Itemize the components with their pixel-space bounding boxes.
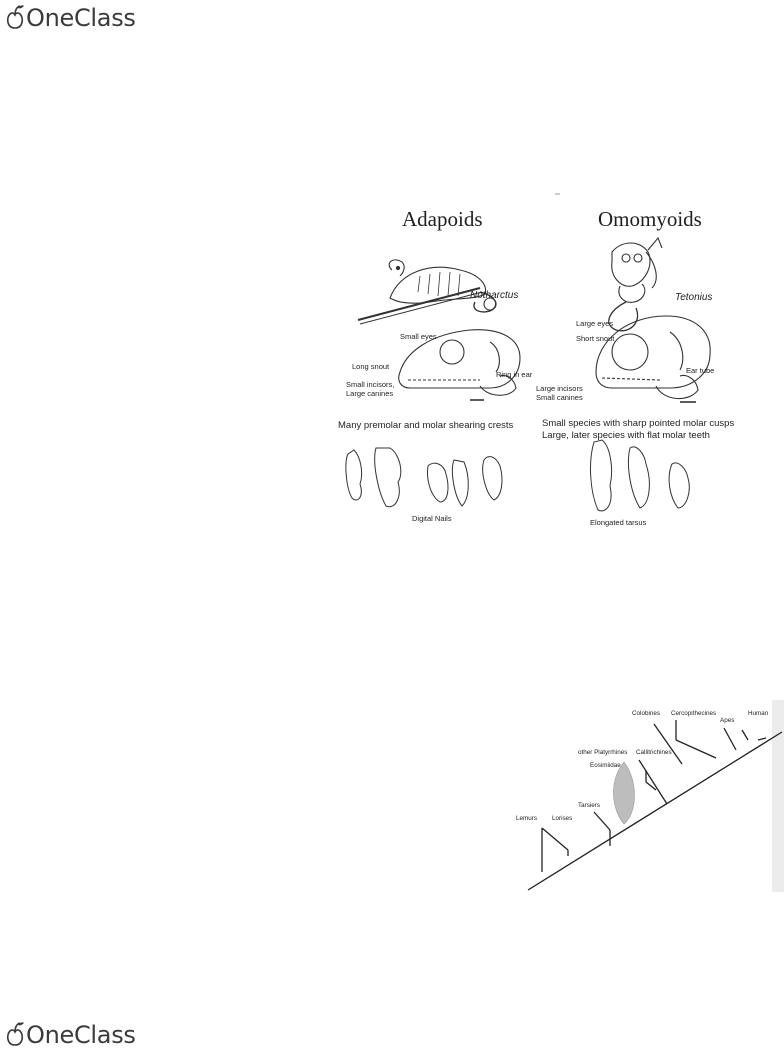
omomyoid-skull-label: Large eyes bbox=[576, 319, 614, 328]
tetonius-label: Tetonius bbox=[675, 292, 713, 303]
adapoid-bones-drawing bbox=[346, 448, 502, 507]
elongated-tarsus-caption: Elongated tarsus bbox=[590, 518, 647, 527]
adapoids-omomyoids-figure bbox=[330, 192, 768, 544]
omomyoid-teeth-caption: Large, later species with flat molar teeth bbox=[542, 430, 710, 441]
taxon-label: Human bbox=[748, 710, 769, 717]
adapoid-skull-label: Large canines bbox=[346, 389, 394, 398]
logo-text: OneClass bbox=[26, 1021, 136, 1049]
primate-phylogeny-figure bbox=[496, 700, 784, 892]
adapoid-skull-label: Small eyes bbox=[400, 332, 437, 341]
omomyoid-skull-label: Ear tube bbox=[686, 366, 715, 375]
taxon-label: Colobines bbox=[632, 710, 661, 717]
omomyoid-skull-label: Small canines bbox=[536, 393, 583, 402]
oneclass-logo[interactable] bbox=[4, 4, 136, 30]
logo-text: OneClass bbox=[26, 4, 136, 32]
omomyoid-skull-label: Large incisors bbox=[536, 384, 583, 393]
leaf-icon bbox=[4, 1021, 26, 1047]
leaf-icon bbox=[4, 4, 26, 30]
digital-nails-caption: Digital Nails bbox=[412, 514, 452, 523]
taxon-label: Tarsiers bbox=[578, 802, 601, 809]
omomyoid-skull-label: Short snout bbox=[576, 334, 615, 343]
taxon-label: Lemurs bbox=[516, 815, 537, 822]
omomyoid-bones-drawing bbox=[591, 440, 690, 511]
adapoids-title: Adapoids bbox=[402, 207, 483, 231]
taxon-label: Lorises bbox=[552, 815, 573, 822]
oneclass-logo[interactable] bbox=[4, 1021, 136, 1047]
taxon-label: Callitrichines bbox=[636, 749, 672, 756]
adapoid-skull-label: Ring in ear bbox=[496, 370, 533, 379]
phylogeny-tree bbox=[496, 700, 784, 892]
omomyoid-teeth-caption: Small species with sharp pointed molar cusps bbox=[542, 418, 735, 429]
taxon-label: Apes bbox=[720, 717, 735, 724]
adapoid-teeth-caption: Many premolar and molar shearing crests bbox=[338, 420, 514, 431]
adapoid-skull-label: Small incisors, bbox=[346, 380, 395, 389]
adapoid-skull-label: Long snout bbox=[352, 362, 390, 371]
taxon-label: Cercopithecines bbox=[671, 710, 717, 717]
taxon-label: other Platyrrhines bbox=[578, 749, 628, 756]
omomyoids-title: Omomyoids bbox=[598, 207, 702, 231]
notharctus-label: Notharctus bbox=[470, 290, 519, 301]
taxon-label: Eosimiidae bbox=[590, 762, 621, 769]
